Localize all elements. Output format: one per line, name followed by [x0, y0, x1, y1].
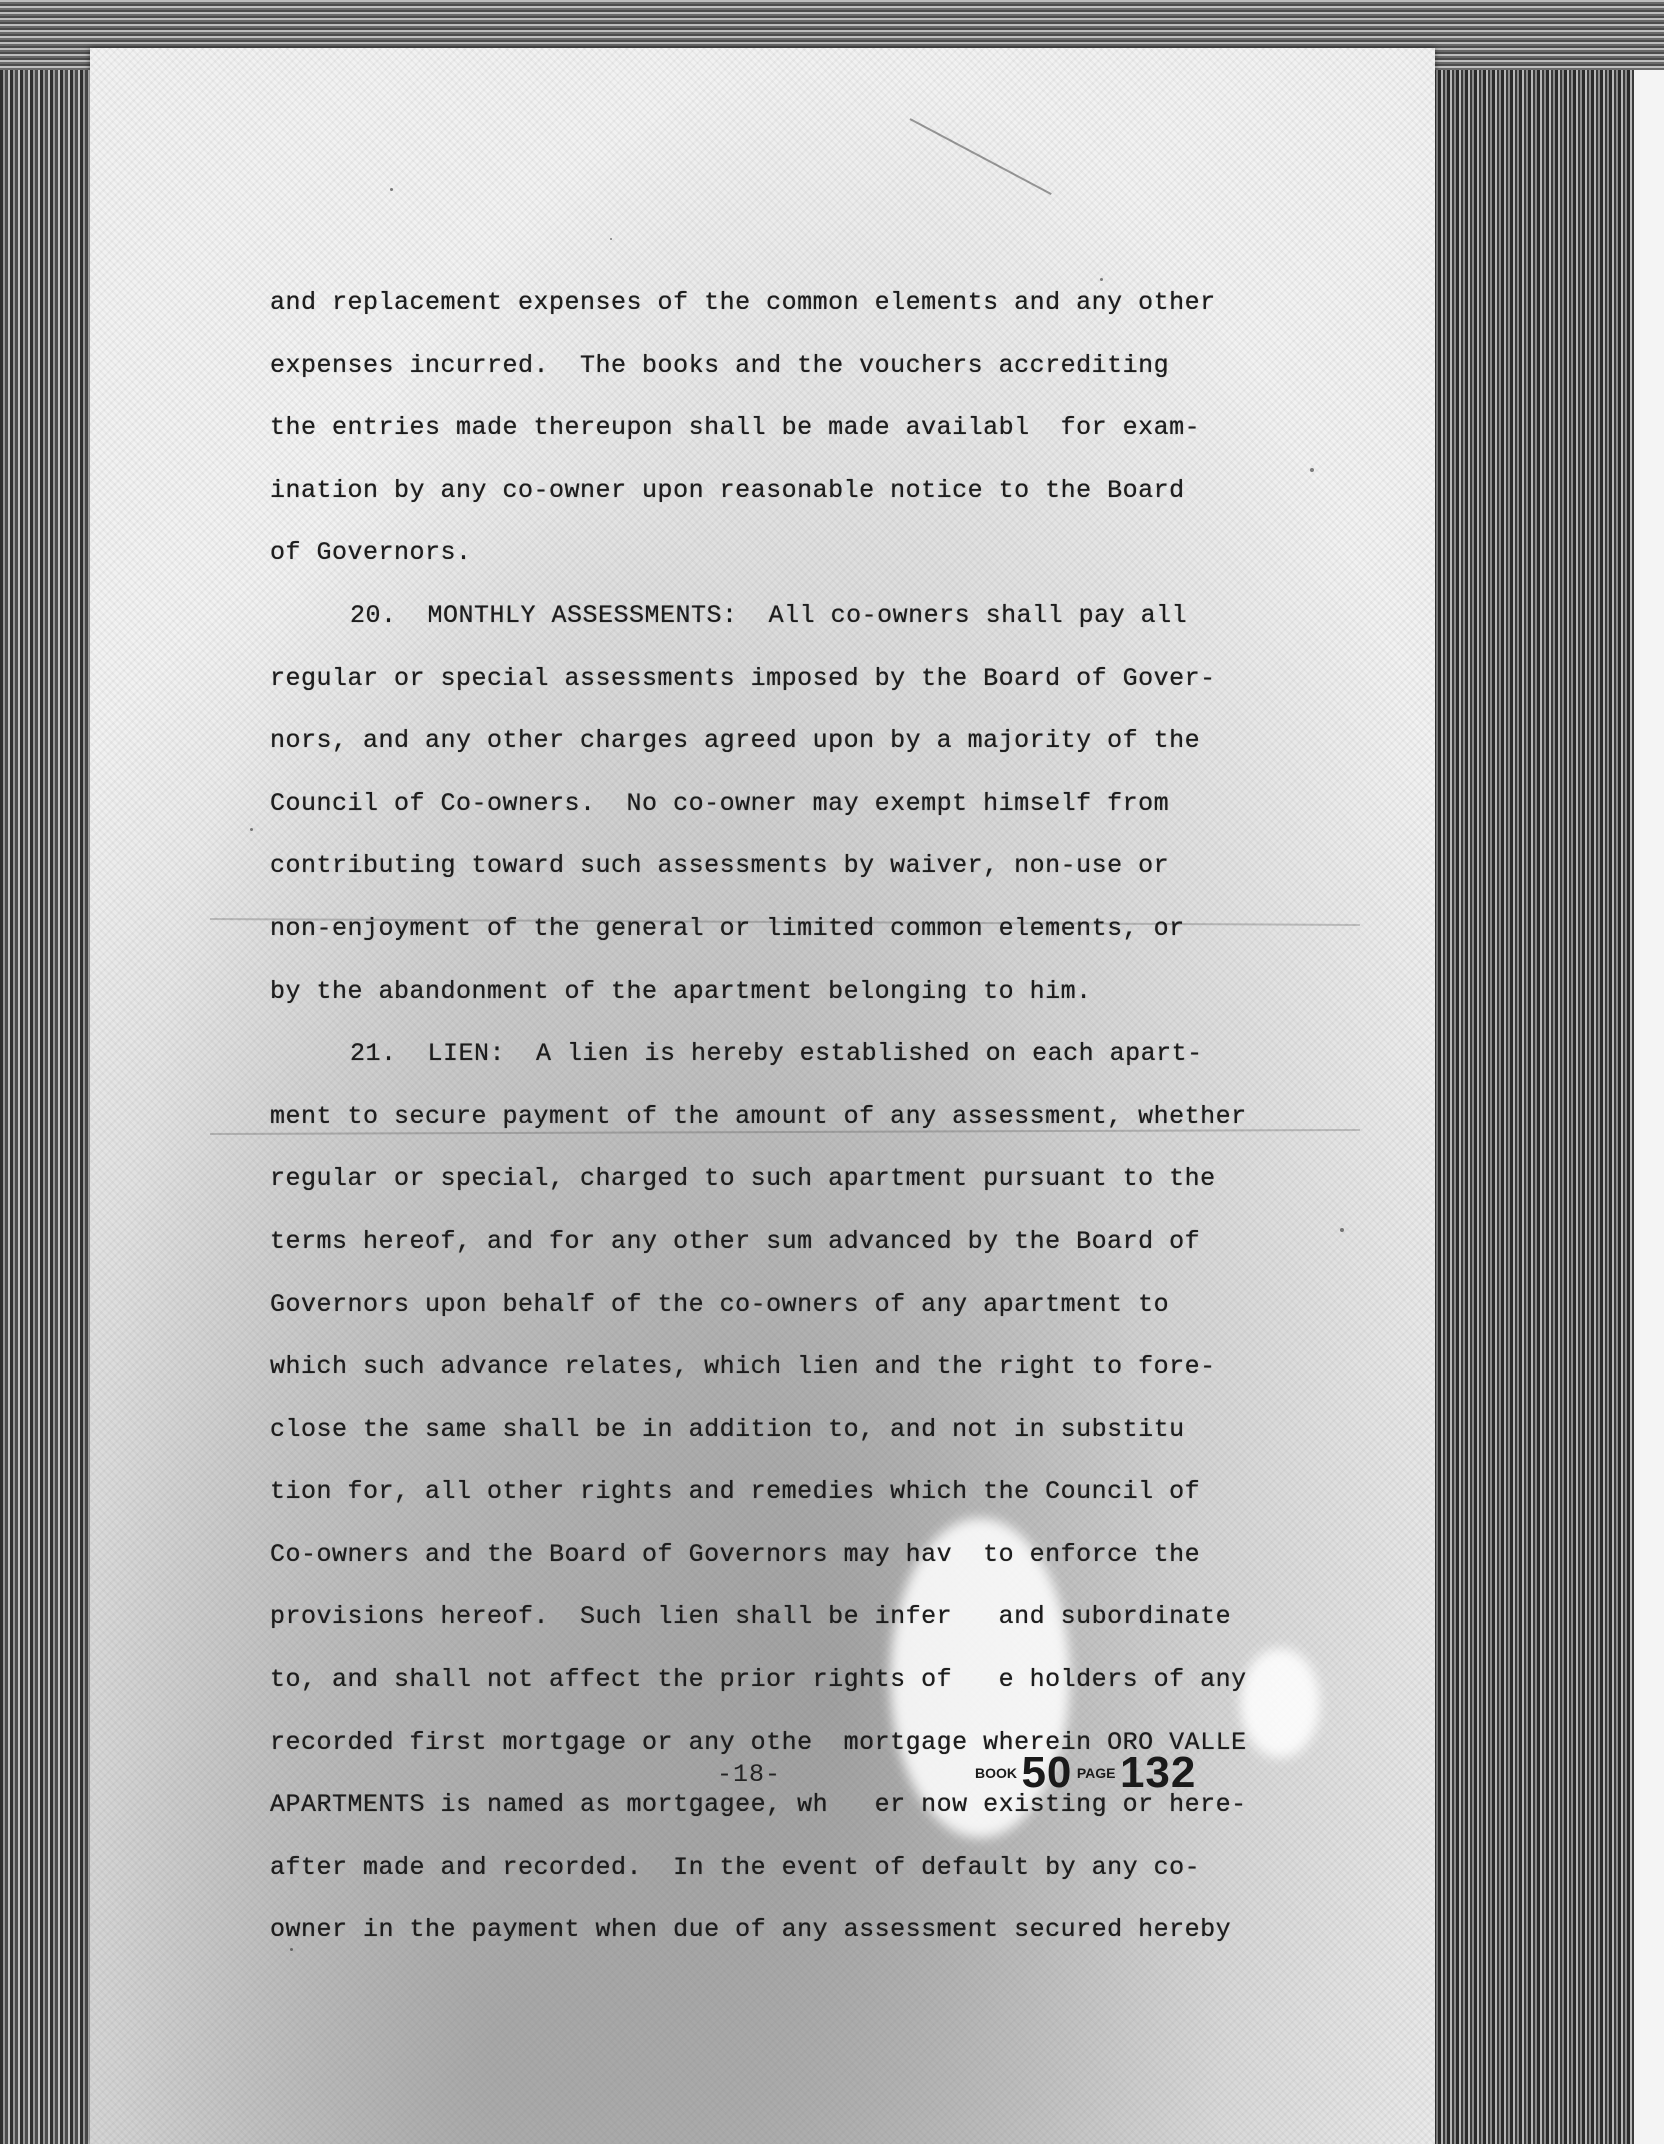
text-line: contributing toward such assessments by waiver, non-use or	[270, 851, 1170, 881]
text-line: APARTMENTS is named as mortgagee, wh er now existing or here-	[270, 1790, 1247, 1820]
scan-border-left	[0, 0, 95, 2144]
text-line: Council of Co-owners. No co-owner may exempt himself from	[270, 788, 1170, 818]
text-line: ination by any co-owner upon reasonable notice to the Board	[270, 475, 1185, 505]
section-21-heading-line: 21. LIEN: A lien is hereby established on each apart-	[350, 1039, 1203, 1069]
text-line: close the same shall be in addition to, and not in substitu	[270, 1414, 1185, 1444]
text-line: non-enjoyment of the general or limited common elements, or	[270, 913, 1185, 943]
stamp-book-label: BOOK	[975, 1765, 1017, 1781]
text-line: terms hereof, and for any other sum advanced by the Board of	[270, 1226, 1201, 1256]
scan-speck	[250, 828, 253, 831]
text-line: regular or special assessments imposed by the Board of Gover-	[270, 663, 1216, 693]
text-line: by the abandonment of the apartment belonging to him.	[270, 976, 1092, 1006]
text-line: provisions hereof. Such lien shall be infer and subordinate	[270, 1602, 1232, 1632]
recording-stamp	[975, 1748, 1196, 1798]
scan-scratch	[910, 118, 1052, 195]
text-line: after made and recorded. In the event of default by any co-	[270, 1852, 1201, 1882]
stamp-page-number: 132	[1119, 1748, 1197, 1797]
text-line: Governors upon behalf of the co-owners of any apartment to	[270, 1289, 1170, 1319]
scan-speck	[610, 238, 612, 240]
text-line: ment to secure payment of the amount of any assessment, whether	[270, 1101, 1247, 1131]
text-line: to, and shall not affect the prior rights of e holders of any	[270, 1665, 1247, 1695]
text-line: tion for, all other rights and remedies which the Council of	[270, 1477, 1201, 1507]
document-body	[270, 272, 1320, 1962]
stamp-book-number: 50	[1021, 1748, 1073, 1797]
text-line: expenses incurred. The books and the vouchers accrediting	[270, 350, 1170, 380]
scan-border-right	[1434, 0, 1664, 2144]
text-line: regular or special, charged to such apartment pursuant to the	[270, 1164, 1216, 1194]
section-20-heading-line: 20. MONTHLY ASSESSMENTS: All co-owners shall pay all	[350, 600, 1188, 630]
text-line: and replacement expenses of the common elements and any other	[270, 288, 1216, 317]
stamp-page-label: PAGE	[1076, 1765, 1116, 1781]
text-line: nors, and any other charges agreed upon by a majority of the	[270, 726, 1201, 756]
scan-speck	[1340, 1228, 1344, 1232]
text-line: owner in the payment when due of any assessment secured hereby	[270, 1915, 1232, 1945]
page-number: -18-	[717, 1760, 782, 1789]
text-line: recorded first mortgage or any othe mortgage wherein ORO VALLE	[270, 1727, 1247, 1757]
text-line: of Governors.	[270, 538, 472, 568]
scan-speck	[390, 188, 393, 191]
text-line: the entries made thereupon shall be made availabl for exam-	[270, 413, 1201, 443]
text-line: which such advance relates, which lien and the right to fore-	[270, 1352, 1216, 1382]
scan-margin-right	[1634, 0, 1664, 2144]
text-line: Co-owners and the Board of Governors may hav to enforce the	[270, 1539, 1201, 1569]
